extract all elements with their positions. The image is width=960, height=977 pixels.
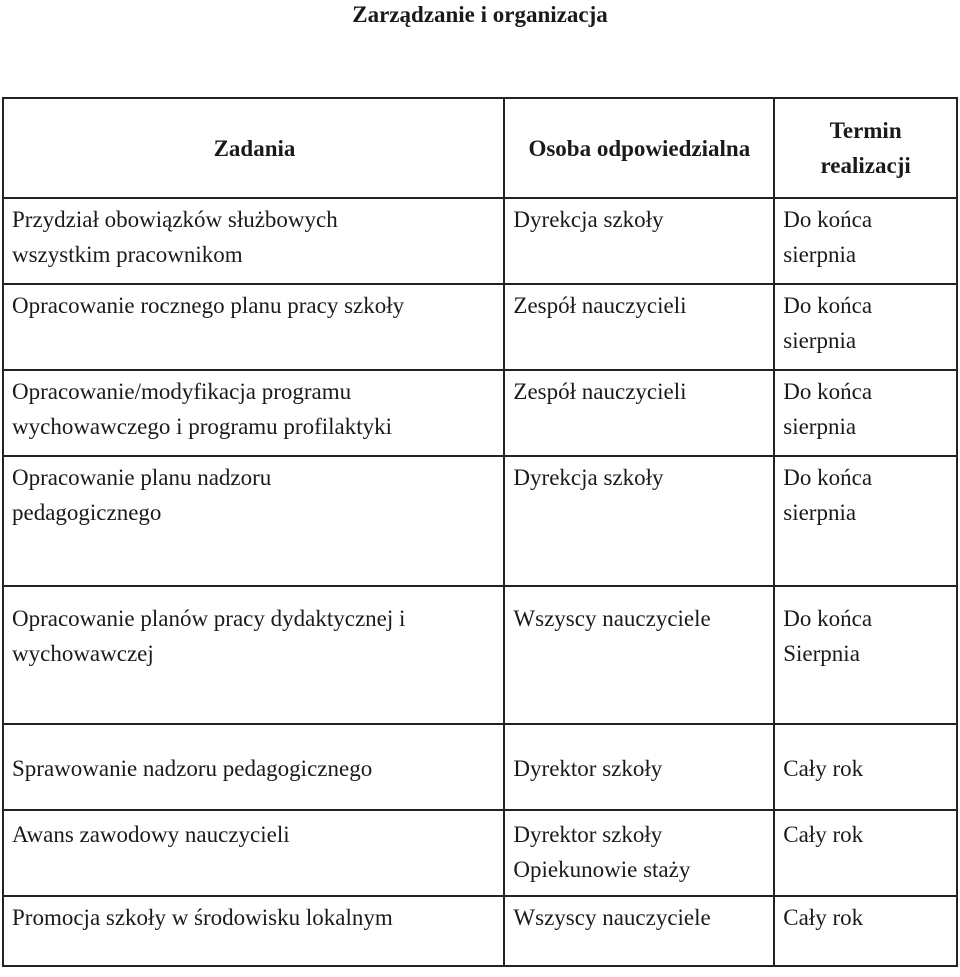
deadline-cell [774, 370, 957, 456]
task-text: Awans zawodowy nauczycieli [12, 822, 290, 847]
task-text: Opracowanie planów pracy dydaktycznej i [12, 606, 406, 631]
header-deadline-line1: Termin [829, 118, 902, 143]
responsible-cell [504, 370, 774, 456]
responsible-text: Wszyscy nauczyciele [513, 905, 711, 930]
responsible-text: Dyrekcja szkoły [513, 465, 664, 490]
task-cell [3, 810, 504, 896]
responsible-text: Opiekunowie stażу [513, 857, 691, 882]
deadline-text: sierpnia [783, 414, 857, 439]
header-deadline-line2: realizacji [820, 153, 911, 178]
responsible-cell [504, 810, 774, 896]
responsible-cell [504, 586, 774, 724]
deadline-text: Do końca [783, 606, 873, 631]
deadline-text: Cały rok [783, 756, 864, 781]
table-row [3, 284, 957, 370]
deadline-cell [774, 456, 957, 586]
task-text: Promocja szkoły w środowisku lokalnym [12, 905, 393, 930]
responsible-cell [504, 896, 774, 966]
table-row [3, 896, 957, 966]
deadline-cell [774, 896, 957, 966]
deadline-cell [774, 198, 957, 284]
deadline-text: sierpnia [783, 328, 857, 353]
header-deadline [774, 98, 957, 198]
deadline-text: Do końca [783, 379, 873, 404]
task-cell [3, 370, 504, 456]
deadline-cell [774, 810, 957, 896]
deadline-text: Do końca [783, 465, 873, 490]
table-row [3, 198, 957, 284]
deadline-text: sierpnia [783, 500, 857, 525]
responsible-cell [504, 724, 774, 810]
task-cell [3, 284, 504, 370]
responsible-text: Dyrekcja szkoły [513, 207, 664, 232]
task-cell [3, 456, 504, 586]
task-cell [3, 198, 504, 284]
deadline-text: sierpnia [783, 242, 857, 267]
deadline-text: Do końca [783, 293, 873, 318]
task-text: wszystkim pracownikom [12, 242, 243, 267]
deadline-text: Cały rok [783, 905, 864, 930]
responsible-text: Wszyscy nauczyciele [513, 606, 711, 631]
responsible-text: Zespół nauczycieli [513, 379, 687, 404]
header-responsible: Osoba odpowiedzialna [504, 98, 774, 198]
table-row [3, 810, 957, 896]
tasks-table [2, 97, 958, 967]
table-row [3, 456, 957, 586]
task-text: wychowawczego i programu profilaktyki [12, 414, 393, 439]
table-row [3, 370, 957, 456]
responsible-text: Dyrektor szkoły [513, 822, 663, 847]
task-text: Opracowanie/modyfikacja programu [12, 379, 352, 404]
task-text: wychowawczej [12, 641, 154, 666]
table-row [3, 724, 957, 810]
task-cell [3, 586, 504, 724]
task-text: Opracowanie planu nadzoru [12, 465, 272, 490]
responsible-cell [504, 284, 774, 370]
table-row [3, 586, 957, 724]
task-text: Opracowanie rocznego planu pracy szkoły [12, 293, 405, 318]
responsible-cell [504, 456, 774, 586]
responsible-text: Zespół nauczycieli [513, 293, 687, 318]
task-cell [3, 896, 504, 966]
responsible-text: Dyrektor szkoły [513, 756, 663, 781]
responsible-cell [504, 198, 774, 284]
task-text: Przydział obowiązków służbowych [12, 207, 338, 232]
deadline-cell [774, 284, 957, 370]
task-text: pedagogicznego [12, 500, 162, 525]
deadline-text: Cały rok [783, 822, 864, 847]
deadline-cell [774, 586, 957, 724]
deadline-text: Sierpnia [783, 641, 860, 666]
page-title: Zarządzanie i organizacja [352, 2, 608, 27]
task-cell [3, 724, 504, 810]
table-header-row [3, 98, 957, 198]
deadline-text: Do końca [783, 207, 873, 232]
deadline-cell [774, 724, 957, 810]
task-text: Sprawowanie nadzoru pedagogicznego [12, 756, 373, 781]
header-task: Zadania [3, 98, 504, 198]
